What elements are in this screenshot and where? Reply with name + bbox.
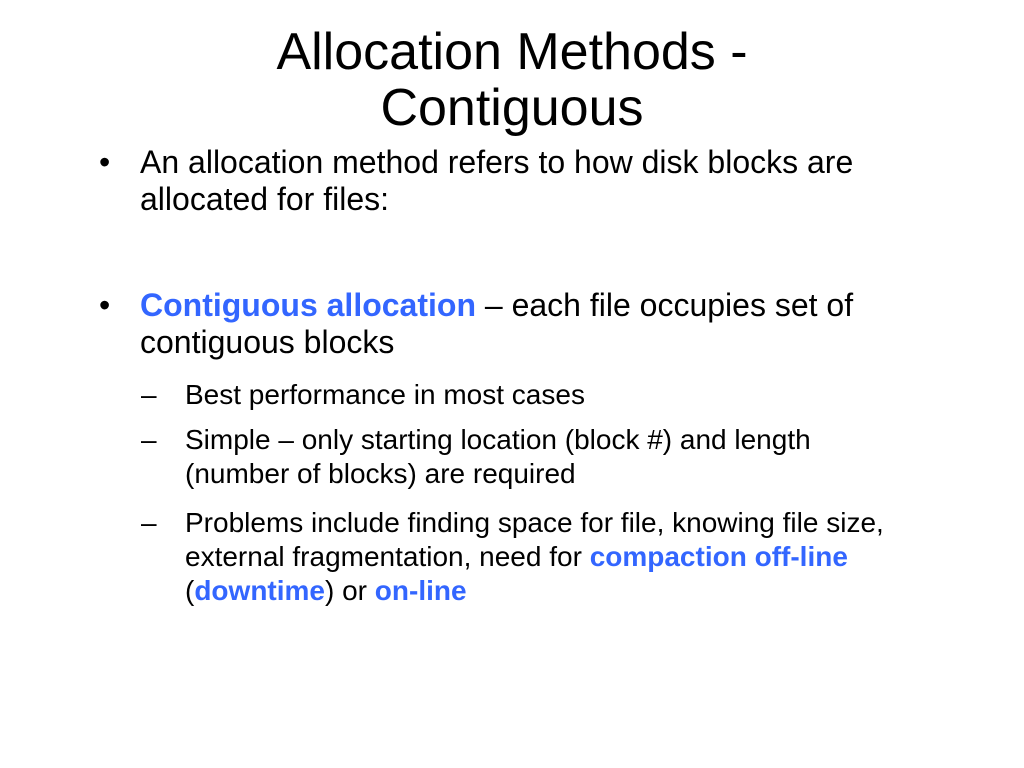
emphasis-compaction-off-line: compaction off-line [589, 541, 848, 572]
slide-title-line-1: Allocation Methods - [276, 23, 748, 81]
emphasis-on-line: on-line [374, 575, 467, 606]
emphasis-contiguous-allocation: Contiguous allocation [140, 287, 476, 323]
bullet-item-allocation-method [99, 144, 909, 218]
bullet-text [140, 287, 909, 361]
bullet-text: An allocation method refers to how disk blocks are allocated for files: [140, 144, 854, 217]
sub-bullet-text: Best performance in most cases [185, 379, 585, 410]
sub-bullet-text-part-c: ) or [325, 575, 375, 606]
sub-bullet-marker: – [141, 379, 157, 410]
bullet-item-contiguous-allocation [99, 287, 909, 361]
bullet-text-rest: – each file occupies set of contiguous blocks [140, 287, 854, 360]
emphasis-downtime: downtime [194, 575, 325, 606]
sub-bullet-simple [141, 423, 921, 491]
sub-bullet-marker: – [141, 424, 157, 455]
sub-bullet-best-performance [141, 378, 921, 412]
sub-bullet-problems [141, 506, 921, 608]
sub-bullet-text-part-b: ( [185, 575, 195, 606]
sub-bullet-text [185, 506, 921, 608]
bullet-marker: • [99, 144, 111, 180]
slide-title-line-2: Contiguous [380, 79, 644, 137]
sub-bullet-marker: – [141, 507, 157, 538]
bullet-marker: • [99, 287, 111, 323]
slide-title [100, 24, 924, 136]
sub-bullet-text-part-a: Problems include finding space for file, knowing file size, external fragmentation, need for [185, 507, 884, 572]
sub-bullet-text: Simple – only starting location (block #) and length (number of blocks) are required [185, 424, 811, 489]
